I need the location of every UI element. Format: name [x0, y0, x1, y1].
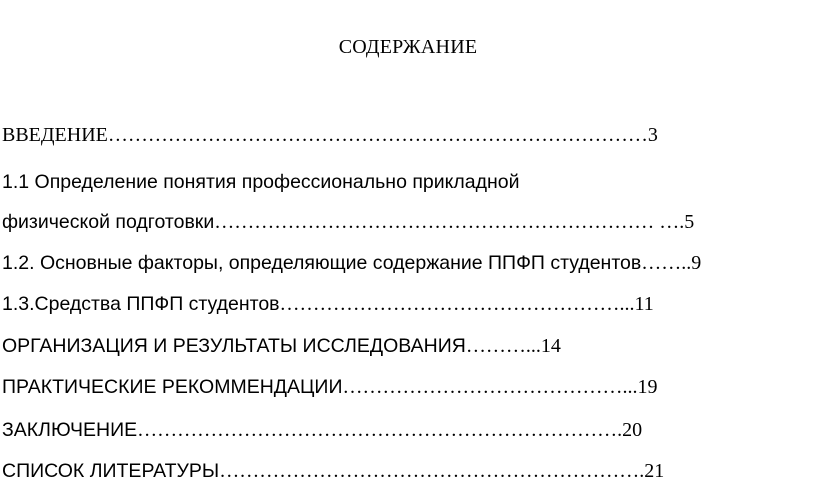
toc-entry-text: физической подготовки [2, 211, 215, 233]
page-title: СОДЕРЖАНИЕ [338, 36, 478, 58]
toc-entry-1-1-line-2 [2, 210, 694, 234]
toc-entry-text: ВВЕДЕНИЕ………………………………………………………………………3 [2, 124, 658, 146]
toc-entry-text: 1.1 Определение понятия профессионально прикладной [2, 171, 520, 193]
toc-entry-leader-page: ……………………………………...19 [342, 376, 658, 398]
toc-entry-1-2 [2, 251, 701, 275]
toc-entry-text: ОРГАНИЗАЦИЯ И РЕЗУЛЬТАТЫ ИССЛЕДОВАНИЯ [2, 335, 466, 357]
toc-entry-text: СПИСОК ЛИТЕРАТУРЫ [2, 460, 220, 482]
toc-entry-conclusion [2, 418, 642, 442]
toc-entry-practical-recommendations [2, 375, 657, 399]
toc-entry-text: 1.3.Средства ППФП студентов [2, 293, 280, 315]
toc-entry-1-3 [2, 292, 654, 316]
toc-entry-leader-page: ……..9 [641, 252, 702, 274]
toc-entry-leader-page: ………...14 [465, 335, 561, 357]
toc-entry-text: ЗАКЛЮЧЕНИЕ [2, 419, 138, 441]
toc-entry-leader-page: ……………………………………………………….21 [219, 460, 665, 482]
toc-entry-text: 1.2. Основные факторы, определяющие содержание ППФП студентов [2, 252, 642, 274]
toc-entry-leader-page: ……………………………………………...11 [279, 293, 654, 315]
toc-entry-leader-page: ……………………………………………………………….20 [137, 419, 643, 441]
toc-entry-text: ПРАКТИЧЕСКИЕ РЕКОММЕНДАЦИИ [2, 376, 343, 398]
toc-entry-leader-page: ………………………………………………………… ….5 [214, 211, 695, 233]
toc-entry-1-1-line-1 [2, 170, 519, 194]
toc-entry-introduction [2, 123, 658, 147]
toc-entry-bibliography [2, 459, 664, 483]
toc-entry-organization-results [2, 334, 561, 358]
